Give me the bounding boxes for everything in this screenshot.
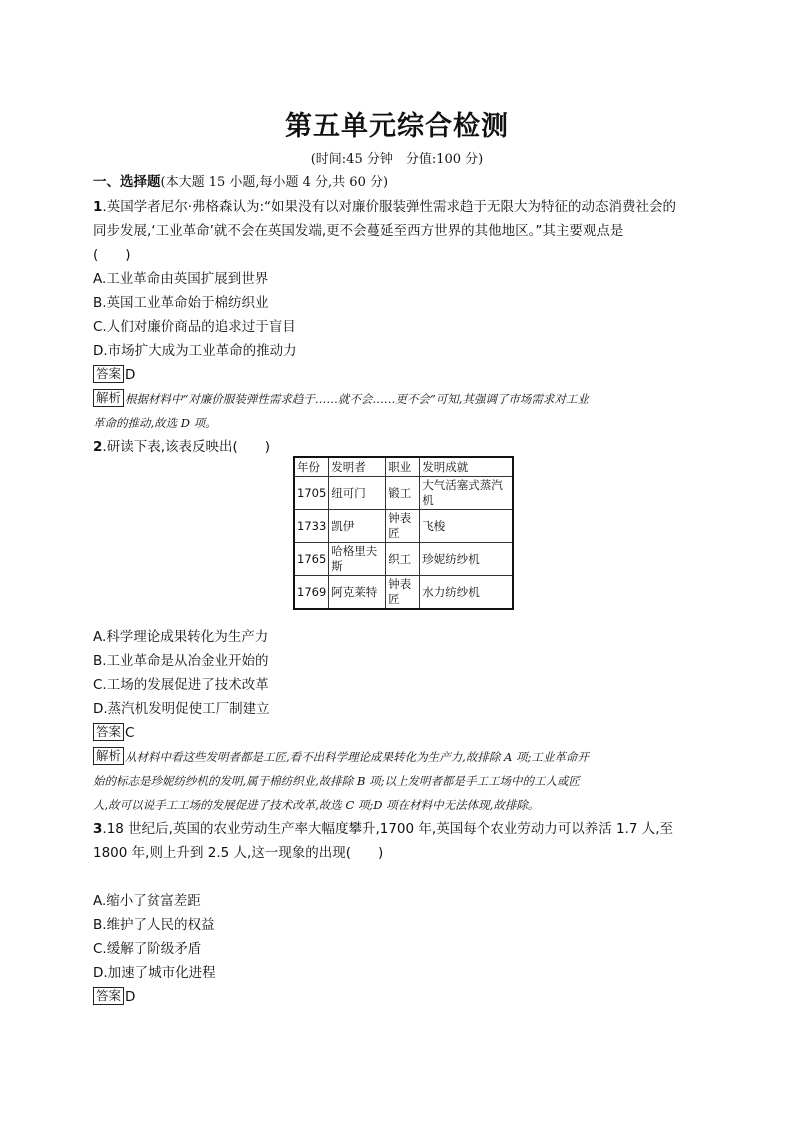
question-2-analysis-line-3: 人,故可以说手工工场的发展促进了技术改革,故选 C 项;D 项在材料中无法体现,故排除。 bbox=[93, 798, 540, 812]
question-2-option-c: C.工场的发展促进了技术改革 bbox=[93, 677, 269, 693]
table-cell: 凯伊 bbox=[329, 510, 386, 543]
page-title: 第五单元综合检测 bbox=[285, 111, 509, 142]
question-2-answer bbox=[93, 721, 703, 745]
question-1-option-d: D.市场扩大成为工业革命的推动力 bbox=[93, 343, 297, 359]
table-cell: 1765 bbox=[294, 543, 329, 576]
question-2-number: 2 bbox=[93, 439, 103, 455]
table-cell: 水力纺纱机 bbox=[420, 576, 514, 610]
inventions-table-wrap bbox=[293, 456, 514, 610]
table-header-year: 年份 bbox=[294, 457, 329, 477]
answer-tag: 答案 bbox=[93, 987, 124, 1005]
table-cell: 纽可门 bbox=[329, 477, 386, 510]
question-3-option-d: D.加速了城市化进程 bbox=[93, 965, 216, 981]
question-1-stem-line-1: 1.英国学者尼尔·弗格森认为:“如果没有以对廉价服装弹性需求趋于无限大为特征的动态消费社会的 bbox=[93, 199, 677, 215]
question-2-option-b: B.工业革命是从冶金业开始的 bbox=[93, 653, 269, 669]
page-subtitle: (时间:45 分钟 分值:100 分) bbox=[310, 152, 484, 167]
section-heading bbox=[93, 170, 703, 195]
question-3-option-a: A.缩小了贫富差距 bbox=[93, 893, 201, 909]
question-1-option-c: C.人们对廉价商品的追求过于盲目 bbox=[93, 319, 296, 335]
question-1-answer bbox=[93, 363, 703, 387]
table-row bbox=[294, 510, 513, 543]
section-label: 一、选择题 bbox=[93, 174, 161, 190]
question-3-option-b: B.维护了人民的权益 bbox=[93, 917, 215, 933]
table-cell: 哈格里夫斯 bbox=[329, 543, 386, 576]
table-cell: 珍妮纺纱机 bbox=[420, 543, 514, 576]
question-1-stem-line-3: ( ) bbox=[93, 247, 131, 263]
table-cell: 大气活塞式蒸汽机 bbox=[420, 477, 514, 510]
question-1 bbox=[93, 195, 703, 435]
question-3-option-c: C.缓解了阶级矛盾 bbox=[93, 941, 202, 957]
table-header-occupation: 职业 bbox=[386, 457, 420, 477]
question-1-analysis-line-1: 解析 根据材料中“对廉价服装弹性需求趋于……就不会……更不会”可知,其强调了市场需求对工业 bbox=[93, 387, 703, 411]
answer-tag: 答案 bbox=[93, 365, 124, 383]
question-2-stem: 2.研读下表,该表反映出( ) bbox=[93, 439, 271, 455]
table-cell: 飞梭 bbox=[420, 510, 514, 543]
question-1-stem-line-2: 同步发展,‘工业革命’就不会在英国发端,更不会蔓延至西方世界的其他地区。”其主要观点是 bbox=[93, 223, 624, 239]
question-1-option-b: B.英国工业革命始于棉纺织业 bbox=[93, 295, 269, 311]
question-3-stem-line-2: 1800 年,则上升到 2.5 人,这一现象的出现( ) bbox=[93, 845, 384, 861]
question-2-analysis-line-1: 解析 从材料中看这些发明者都是工匠,看不出科学理论成果转化为生产力,故排除 A 项;工业革命开 bbox=[93, 745, 703, 769]
question-1-number: 1 bbox=[93, 199, 103, 215]
table-row bbox=[294, 477, 513, 510]
table-row bbox=[294, 543, 513, 576]
question-1-option-a: A.工业革命由英国扩展到世界 bbox=[93, 271, 269, 287]
table-cell: 钟表匠 bbox=[386, 576, 420, 610]
question-1-answer-value: D bbox=[125, 367, 136, 383]
table-cell: 1769 bbox=[294, 576, 329, 610]
section-note: (本大题 15 小题,每小题 4 分,共 60 分) bbox=[160, 175, 389, 190]
table-cell: 钟表匠 bbox=[386, 510, 420, 543]
question-3-stem-line-1: 3.18 世纪后,英国的农业劳动生产率大幅度攀升,1700 年,英国每个农业劳动力可以养活 1.7 人,至 bbox=[93, 821, 674, 837]
question-1-analysis-line-2: 革命的推动,故选 D 项。 bbox=[93, 416, 217, 430]
table-header-inventor: 发明者 bbox=[329, 457, 386, 477]
answer-tag: 答案 bbox=[93, 723, 124, 741]
question-2-option-a: A.科学理论成果转化为生产力 bbox=[93, 629, 269, 645]
question-3 bbox=[93, 817, 703, 1009]
table-cell: 阿克莱特 bbox=[329, 576, 386, 610]
table-cell: 1733 bbox=[294, 510, 329, 543]
question-2-answer-value: C bbox=[125, 725, 135, 741]
table-cell: 织工 bbox=[386, 543, 420, 576]
table-header-invention: 发明成就 bbox=[420, 457, 514, 477]
question-3-answer-value: D bbox=[125, 989, 136, 1005]
table-cell: 1705 bbox=[294, 477, 329, 510]
table-row bbox=[294, 576, 513, 610]
question-3-number: 3 bbox=[93, 821, 103, 837]
table-header-row bbox=[294, 457, 513, 477]
question-2-option-d: D.蒸汽机发明促使工厂制建立 bbox=[93, 701, 270, 717]
question-2-analysis-line-2: 始的标志是珍妮纺纱机的发明,属于棉纺织业,故排除 B 项;以上发明者都是手工工场中的工人或匠 bbox=[93, 774, 580, 788]
table-cell: 锻工 bbox=[386, 477, 420, 510]
analysis-tag: 解析 bbox=[93, 747, 124, 765]
question-3-answer bbox=[93, 985, 703, 1009]
analysis-tag: 解析 bbox=[93, 389, 124, 407]
inventions-table bbox=[293, 456, 514, 610]
